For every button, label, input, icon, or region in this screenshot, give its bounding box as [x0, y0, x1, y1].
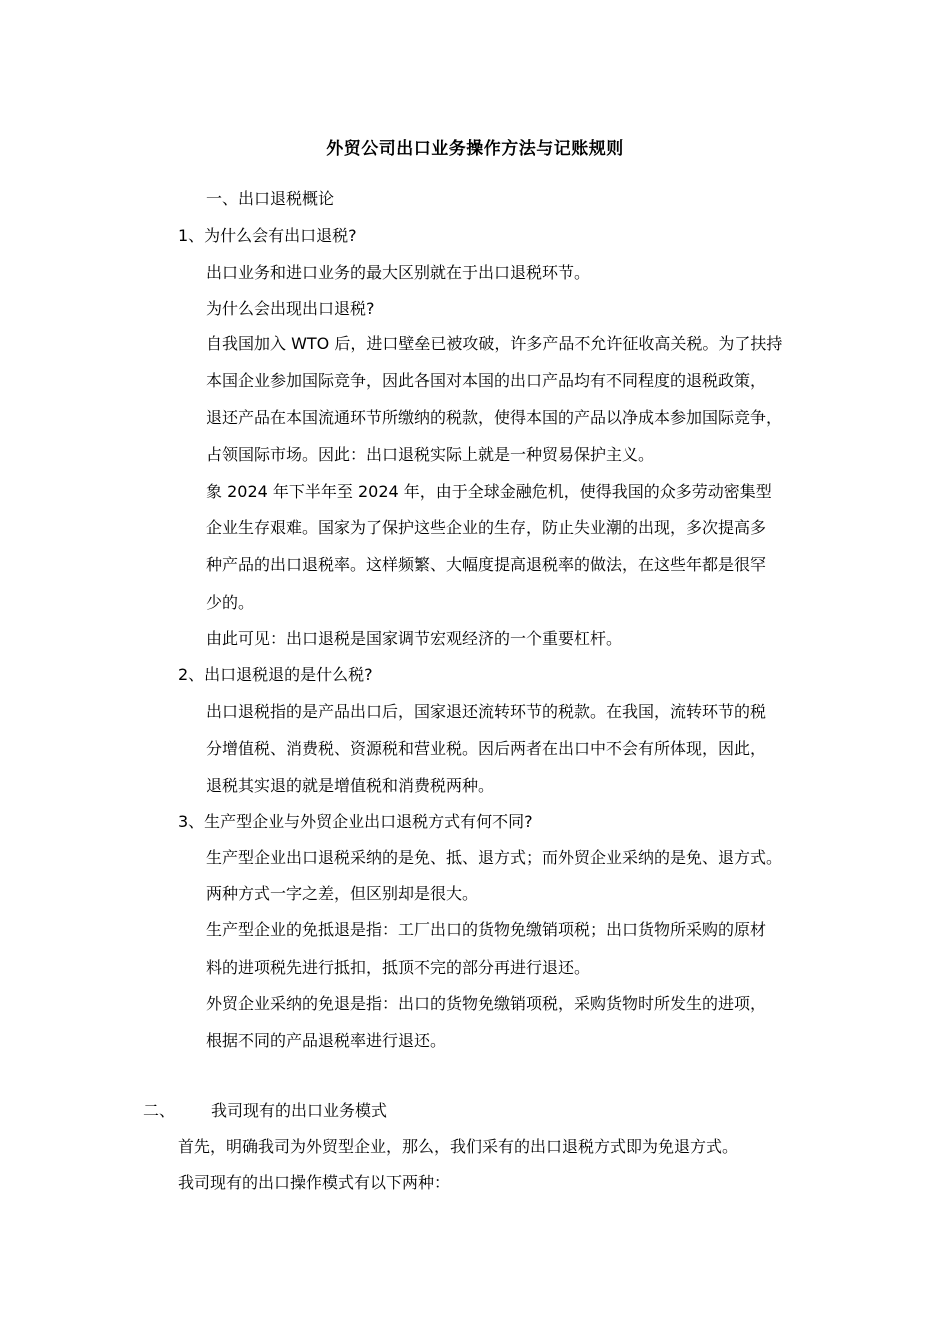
paragraph-line: 企业生存艰难。国家为了保护这些企业的生存，防止失业潮的出现，多次提高多 — [206, 518, 767, 537]
section-heading: 一、出口退税概论 — [206, 189, 335, 208]
paragraph-line: 料的进项税先进行抵扣，抵顶不完的部分再进行退还。 — [206, 958, 591, 977]
question-heading: 1、为什么会有出口退税? — [178, 226, 357, 245]
paragraph-line: 为什么会出现出口退税? — [206, 299, 375, 318]
paragraph-line: 生产型企业出口退税采纳的是免、抵、退方式；而外贸企业采纳的是免、退方式。 — [206, 848, 783, 867]
paragraph-line: 少的。 — [206, 593, 255, 612]
section-number: 二、 — [143, 1101, 176, 1120]
paragraph-line: 生产型企业的免抵退是指：工厂出口的货物免缴销项税；出口货物所采购的原材 — [206, 920, 767, 939]
paragraph-line: 本国企业参加国际竞争，因此各国对本国的出口产品均有不同程度的退税政策， — [206, 371, 767, 390]
section-heading: 我司现有的出口业务模式 — [211, 1101, 388, 1120]
paragraph-line: 占领国际市场。因此：出口退税实际上就是一种贸易保护主义。 — [206, 445, 655, 464]
paragraph-line: 由此可见：出口退税是国家调节宏观经济的一个重要杠杆。 — [206, 629, 623, 648]
paragraph-line: 种产品的出口退税率。这样频繁、大幅度提高退税率的做法，在这些年都是很罕 — [206, 555, 767, 574]
paragraph-line: 分增值税、消费税、资源税和营业税。因后两者在出口中不会有所体现，因此， — [206, 739, 767, 758]
document-title: 外贸公司出口业务操作方法与记账规则 — [326, 139, 624, 159]
paragraph-line: 退税其实退的就是增值税和消费税两种。 — [206, 776, 495, 795]
paragraph-line: 外贸企业采纳的免退是指：出口的货物免缴销项税，采购货物时所发生的进项， — [206, 994, 767, 1013]
question-heading: 2、出口退税退的是什么税? — [178, 665, 373, 684]
paragraph-line: 出口业务和进口业务的最大区别就在于出口退税环节。 — [206, 263, 591, 282]
paragraph-line: 我司现有的出口操作模式有以下两种： — [178, 1173, 451, 1192]
paragraph-line: 自我国加入 WTO 后，进口壁垒已被攻破，许多产品不允许征收高关税。为了扶持 — [206, 334, 783, 353]
paragraph-line: 两种方式一字之差，但区别却是很大。 — [206, 884, 479, 903]
paragraph-line: 根据不同的产品退税率进行退还。 — [206, 1031, 447, 1050]
paragraph-line: 首先，明确我司为外贸型企业，那么，我们采有的出口退税方式即为免退方式。 — [178, 1137, 739, 1156]
question-heading: 3、生产型企业与外贸企业出口退税方式有何不同? — [178, 812, 533, 831]
paragraph-line: 退还产品在本国流通环节所缴纳的税款，使得本国的产品以净成本参加国际竞争， — [206, 408, 783, 427]
paragraph-line: 出口退税指的是产品出口后，国家退还流转环节的税款。在我国，流转环节的税 — [206, 702, 767, 721]
paragraph-line: 象 2024 年下半年至 2024 年，由于全球金融危机，使得我国的众多劳动密集型 — [206, 482, 772, 501]
